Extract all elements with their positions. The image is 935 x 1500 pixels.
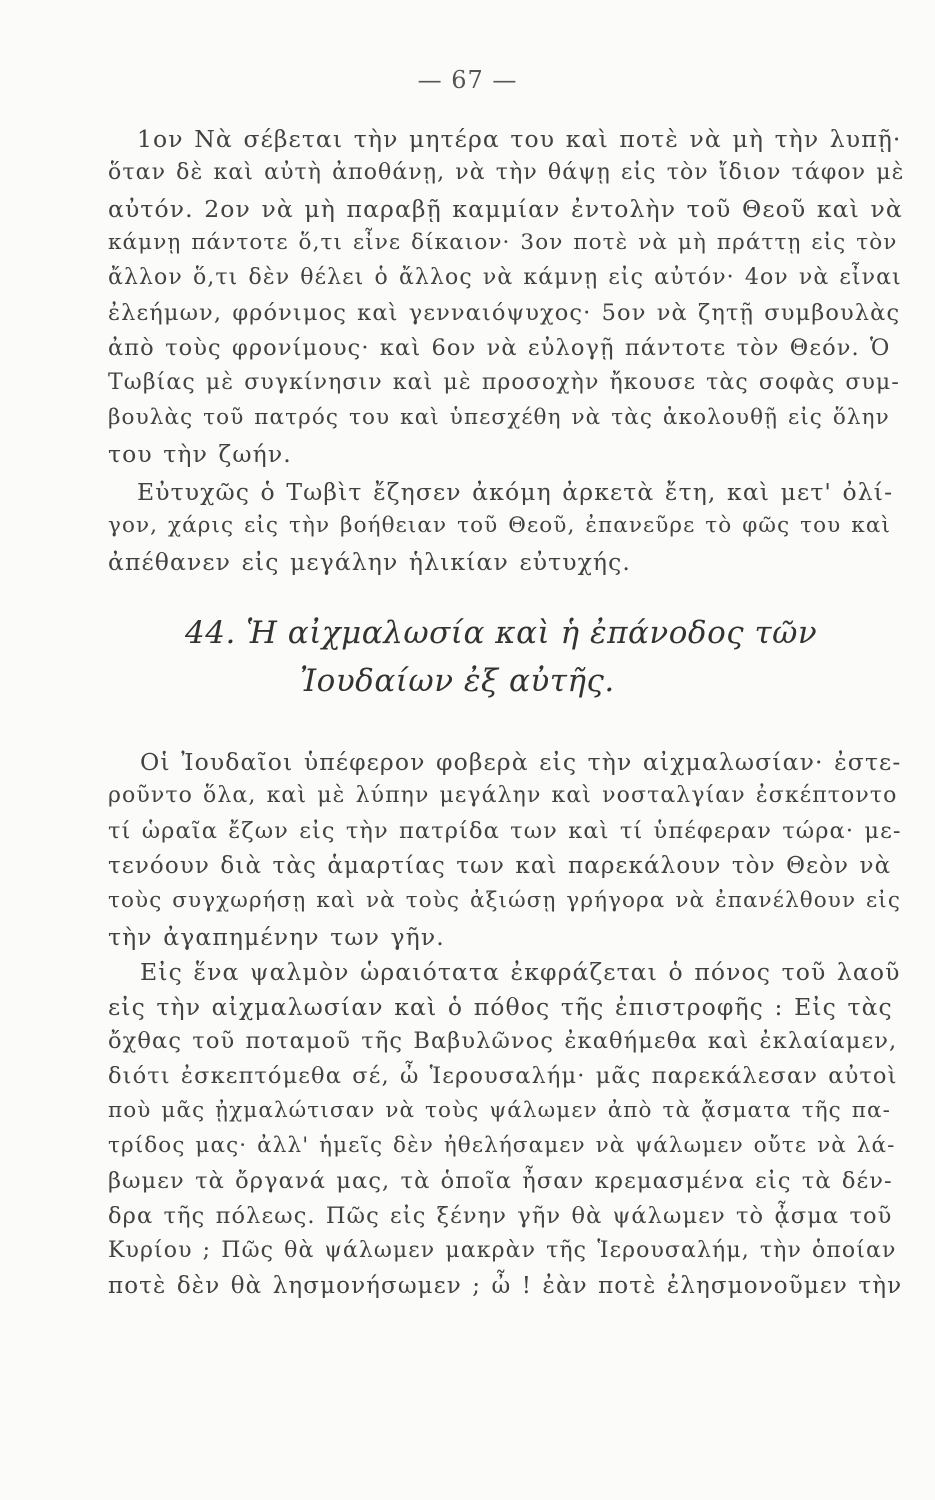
text-line: Οἱ Ἰουδαῖοι ὑπέφερον φοβερὰ εἰς τὴν αἰχμαλωσίαν· ἐστε- <box>140 748 902 776</box>
text-line: ροῦντο ὅλα, καὶ μὲ λύπην μεγάλην καὶ νοσταλγίαν ἐσκέπτοντο <box>108 783 898 808</box>
text-line: του τὴν ζωήν. <box>108 440 292 468</box>
text-line: βωμεν τὰ ὄργανά μας, τὰ ὁποῖα ἦσαν κρεμασμένα εἰς τὰ δέν- <box>108 1168 893 1194</box>
text-line: τρίδος μας· ἀλλ' ἡμεῖς δὲν ἠθελήσαμεν νὰ ψάλωμεν οὔτε νὰ λά- <box>108 1133 896 1158</box>
text-line: τοὺς συγχωρήσῃ καὶ νὰ τοὺς ἀξιώσῃ γρήγορα νὰ ἐπανέλθουν εἰς <box>108 888 901 913</box>
text-line: βουλὰς τοῦ πατρός του καὶ ὑπεσχέθη νὰ τὰς ἀκολουθῇ εἰς ὅλην <box>108 405 890 430</box>
text-line: εἰς τὴν αἰχμαλωσίαν καὶ ὁ πόθος τῆς ἐπιστροφῆς : Εἰς τὰς <box>108 993 893 1021</box>
text-line: αὐτόν. 2ον νὰ μὴ παραβῇ καμμίαν ἐντολὴν τοῦ Θεοῦ καὶ νὰ <box>108 195 903 223</box>
chapter-heading-line-1: 44. Ἡ αἰχμαλωσία καὶ ἡ ἐπάνοδος τῶν <box>185 615 818 651</box>
text-line: τὴν ἀγαπημένην των γῆν. <box>108 923 445 951</box>
text-line: Κυρίου ; Πῶς θὰ ψάλωμεν μακρὰν τῆς Ἱερουσαλήμ, τὴν ὁποίαν <box>108 1238 897 1263</box>
page-number: — 67 — <box>417 66 518 94</box>
text-line: ἄλλον ὅ,τι δὲν θέλει ὁ ἄλλος νὰ κάμνῃ εἰς αὐτόν· 4ον νὰ εἶναι <box>108 265 902 290</box>
text-line: τί ὡραῖα ἔζων εἰς τὴν πατρίδα των καὶ τί ὑπέφεραν τώρα· με- <box>108 818 902 844</box>
text-line: 1ον Νὰ σέβεται τὴν μητέρα του καὶ ποτὲ νὰ μὴ τὴν λυπῇ· <box>137 125 902 153</box>
chapter-heading-line-2: Ἰουδαίων ἐξ αὐτῆς. <box>300 663 615 699</box>
text-line: ἐλεήμων, φρόνιμος καὶ γενναιόψυχος· 5ον νὰ ζητῇ συμβουλὰς <box>108 300 901 326</box>
text-line: Εἰς ἕνα ψαλμὸν ὡραιότατα ἐκφράζεται ὁ πόνος τοῦ λαοῦ <box>140 958 901 986</box>
text-line: Εὐτυχῶς ὁ Τωβὶτ ἔζησεν ἀκόμη ἀρκετὰ ἔτη, καὶ μετ' ὀλί- <box>137 478 894 506</box>
text-line: τενόουν διὰ τὰς ἁμαρτίας των καὶ παρεκάλουν τὸν Θεὸν νὰ <box>108 853 892 879</box>
text-line: διότι ἐσκεπτόμεθα σέ, ὦ Ἱερουσαλήμ· μᾶς παρεκάλεσαν αὐτοὶ <box>108 1063 898 1089</box>
text-line: γον, χάρις εἰς τὴν βοήθειαν τοῦ Θεοῦ, ἐπανεῦρε τὸ φῶς του καὶ <box>108 513 891 538</box>
text-line: δρα τῆς πόλεως. Πῶς εἰς ξένην γῆν θὰ ψάλωμεν τὸ ᾆσμα τοῦ <box>108 1203 893 1229</box>
text-line: Τωβίας μὲ συγκίνησιν καὶ μὲ προσοχὴν ἤκουσε τὰς σοφὰς συμ- <box>108 370 900 395</box>
text-line: κάμνῃ πάντοτε ὅ,τι εἶνε δίκαιον· 3ον ποτὲ νὰ μὴ πράττῃ εἰς τὸν <box>108 230 898 255</box>
text-line: ὅταν δὲ καὶ αὐτὴ ἀποθάνῃ, νὰ τὴν θάψῃ εἰς τὸν ἴδιον τάφον μὲ <box>108 160 905 185</box>
text-line: ὄχθας τοῦ ποταμοῦ τῆς Βαβυλῶνος ἐκαθήμεθα καὶ ἐκλαίαμεν, <box>108 1028 898 1054</box>
text-line: ἀπὸ τοὺς φρονίμους· καὶ 6ον νὰ εὐλογῇ πάντοτε τὸν Θεόν. Ὁ <box>108 335 891 361</box>
text-line: ἀπέθανεν εἰς μεγάλην ἡλικίαν εὐτυχής. <box>108 548 631 576</box>
text-line: ποὺ μᾶς ᾐχμαλώτισαν νὰ τοὺς ψάλωμεν ἀπὸ τὰ ᾄσματα τῆς πα- <box>108 1098 891 1123</box>
text-line: ποτὲ δὲν θὰ λησμονήσωμεν ; ὦ ! ἐὰν ποτὲ ἐλησμονοῦμεν τὴν <box>108 1273 903 1299</box>
